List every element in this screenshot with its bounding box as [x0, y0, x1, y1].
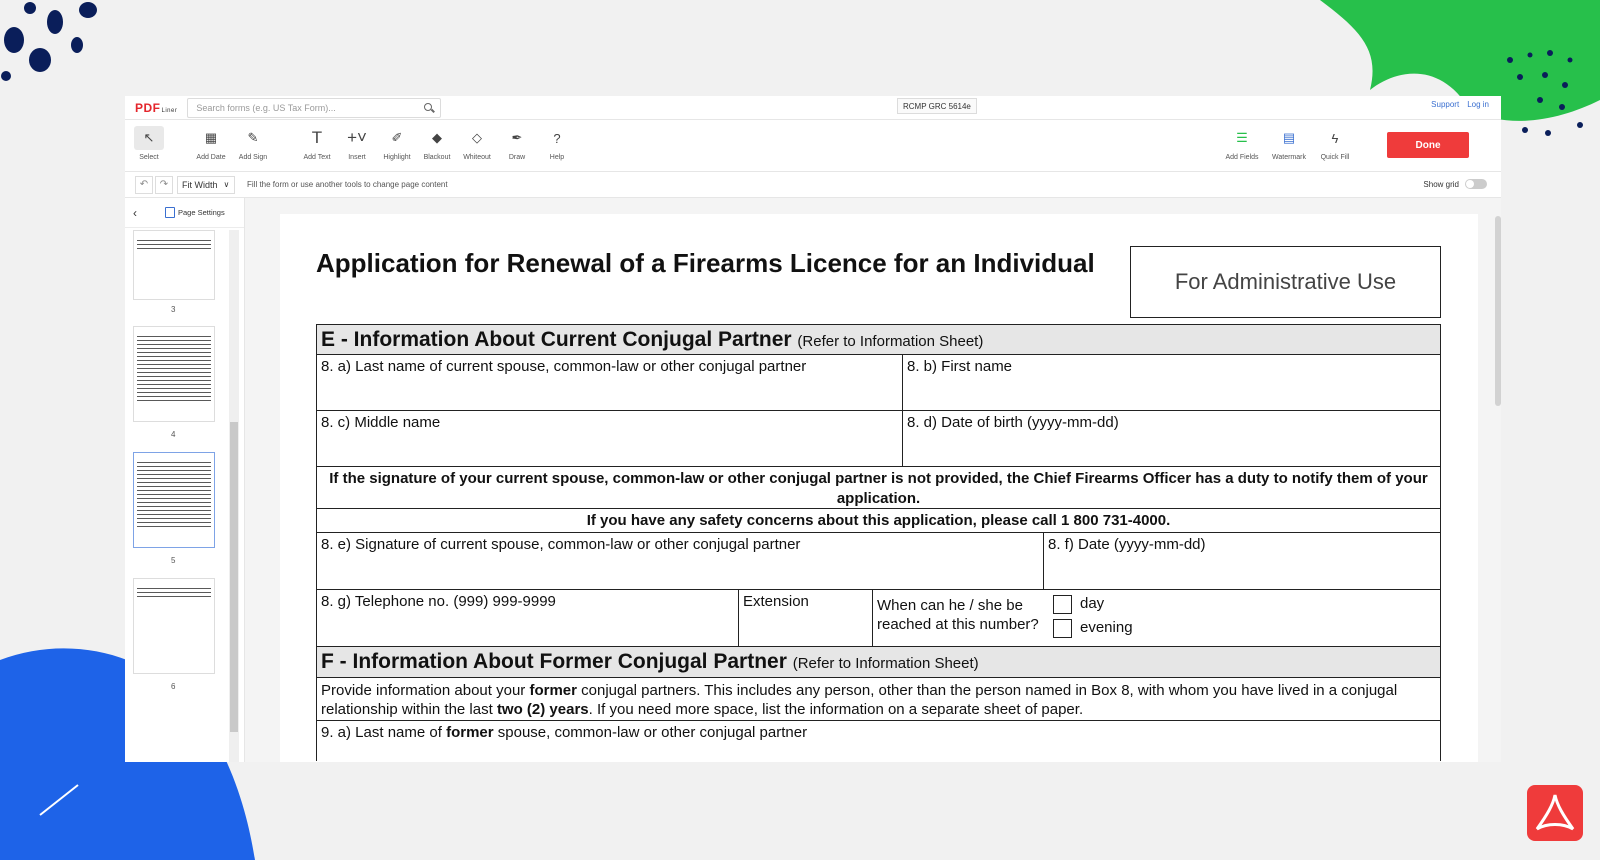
administrative-use-box: For Administrative Use — [1130, 246, 1441, 318]
page-thumbnail[interactable] — [133, 230, 215, 300]
pen-icon: ✎ — [247, 130, 259, 145]
field-8b-first-name[interactable]: 8. b) First name — [907, 358, 1013, 375]
field-8d-date-of-birth[interactable]: 8. d) Date of birth (yyyy-mm-dd) — [907, 414, 1119, 431]
search-icon[interactable] — [424, 103, 432, 111]
lightning-icon: ϟ — [1331, 130, 1339, 146]
field-8g-telephone[interactable]: 8. g) Telephone no. (999) 999-9999 — [317, 590, 739, 646]
page-number: 5 — [171, 556, 176, 565]
calendar-icon: ▦ — [204, 130, 218, 145]
section-f-heading: F - Information About Former Conjugal Partner (Refer to Information Sheet) — [317, 647, 1440, 677]
page-sidebar — [125, 198, 245, 762]
tool-highlight[interactable]: ✐ Highlight — [375, 126, 419, 161]
support-link[interactable]: Support — [1431, 100, 1460, 109]
reach-time-group — [873, 590, 1440, 646]
top-bar — [125, 96, 1501, 120]
field-extension[interactable]: Extension — [739, 590, 873, 646]
tool-add-fields[interactable]: ☰ Add Fields — [1220, 126, 1264, 161]
app-logo[interactable]: PDF Liner — [135, 100, 178, 115]
toolbar-hint: Fill the form or use another tools to change page content — [247, 180, 448, 189]
pdfliner-brand-icon — [1527, 785, 1583, 841]
show-grid-label: Show grid — [1423, 179, 1459, 189]
page-settings-button[interactable]: Page Settings — [165, 207, 225, 218]
tool-help[interactable]: ? Help — [535, 126, 579, 161]
day-label: day — [1080, 595, 1105, 612]
eraser-icon: ◇ — [472, 130, 482, 145]
page-number: 4 — [171, 430, 176, 439]
document-name: RCMP GRC 5614e — [897, 98, 977, 114]
safety-notice: If you have any safety concerns about this application, please call 1 800 731-4000. — [586, 512, 1171, 529]
field-9a-former-last-name[interactable]: 9. a) Last name of former spouse, common-law or other conjugal partner — [321, 724, 808, 741]
tool-quick-fill[interactable]: ϟ Quick Fill — [1313, 126, 1357, 161]
form-table — [316, 324, 1441, 761]
field-8e-signature[interactable]: 8. e) Signature of current spouse, common-law or other conjugal partner — [317, 533, 1044, 589]
fields-icon: ☰ — [1236, 130, 1248, 145]
tool-add-date[interactable]: ▦ Add Date — [189, 126, 233, 161]
blackout-icon: ◆ — [432, 130, 442, 145]
plus-icon: +˅ — [347, 128, 367, 147]
reach-question-line2: reached at this number? — [877, 616, 1039, 633]
page-number: 6 — [171, 682, 176, 691]
pdf-editor-window — [125, 96, 1501, 762]
zoom-value: Fit Width — [182, 179, 218, 190]
zoom-select[interactable] — [177, 176, 235, 194]
text-icon: T — [311, 128, 323, 147]
highlighter-icon: ✐ — [391, 130, 403, 145]
workspace — [125, 198, 1501, 762]
editing-toolbar — [125, 120, 1501, 172]
page-number: 3 — [171, 305, 176, 314]
section-e-heading: E - Information About Current Conjugal Partner (Refer to Information Sheet) — [317, 325, 1440, 354]
tool-select[interactable]: ↖ Select — [127, 126, 171, 161]
tool-add-sign[interactable]: ✎ Add Sign — [231, 126, 275, 161]
field-8a-last-name[interactable]: 8. a) Last name of current spouse, common-law or other conjugal partner — [317, 355, 903, 410]
chevron-left-icon[interactable]: ‹ — [133, 205, 137, 220]
page-thumbnail[interactable] — [133, 326, 215, 422]
evening-checkbox[interactable] — [1053, 619, 1072, 638]
document-title: Application for Renewal of a Firearms Licence for an Individual — [316, 248, 1095, 278]
document-scrollbar[interactable] — [1495, 216, 1501, 406]
decor-dots-topright — [1500, 45, 1600, 145]
sub-toolbar — [125, 172, 1501, 198]
pdf-page — [280, 214, 1478, 762]
evening-label: evening — [1080, 619, 1133, 636]
search-input[interactable] — [187, 98, 441, 118]
page-thumbnail[interactable] — [133, 578, 215, 674]
page-thumbnail-active[interactable] — [133, 452, 215, 548]
reach-question-line1: When can he / she be — [877, 597, 1023, 614]
help-icon: ? — [553, 130, 561, 146]
page-settings-icon — [165, 207, 175, 218]
login-link[interactable]: Log in — [1467, 100, 1489, 109]
redo-icon[interactable]: ↷ — [155, 176, 173, 194]
watermark-icon: ▤ — [1282, 130, 1296, 145]
partner-notice: If the signature of your current spouse, common-law or other conjugal partner is not provided, the Chief Firearms Officer has a duty to notify them of your application. — [329, 470, 1428, 507]
search-placeholder: Search forms (e.g. US Tax Form)... — [196, 102, 336, 113]
field-8c-middle-name[interactable]: 8. c) Middle name — [317, 411, 903, 466]
tool-draw[interactable]: ✒ Draw — [495, 126, 539, 161]
sidebar-scroll-thumb[interactable] — [230, 422, 238, 732]
tool-whiteout[interactable]: ◇ Whiteout — [455, 126, 499, 161]
done-button[interactable]: Done — [1387, 132, 1469, 158]
decor-dots-topleft — [0, 0, 110, 90]
draw-icon: ✒ — [511, 130, 523, 145]
tool-watermark[interactable]: ▤ Watermark — [1267, 126, 1311, 161]
chevron-down-icon: ∨ — [223, 180, 230, 189]
field-8f-date[interactable]: 8. f) Date (yyyy-mm-dd) — [1048, 536, 1206, 553]
tool-insert[interactable]: +˅ Insert — [335, 126, 379, 161]
tool-add-text[interactable]: T Add Text — [303, 128, 331, 161]
day-checkbox[interactable] — [1053, 595, 1072, 614]
undo-icon[interactable]: ↶ — [135, 176, 153, 194]
tool-blackout[interactable]: ◆ Blackout — [415, 126, 459, 161]
section-f-instructions: Provide information about your former conjugal partners. This includes any person, other than the person named in Box 8, with whom you have lived in a conjugal relationship within the last two (2) years. If you need more space, list the information on a separate sheet of paper. — [321, 682, 1398, 718]
cursor-icon: ↖ — [134, 126, 164, 150]
show-grid-toggle[interactable] — [1465, 179, 1487, 189]
sidebar-scrollbar[interactable] — [229, 230, 239, 762]
